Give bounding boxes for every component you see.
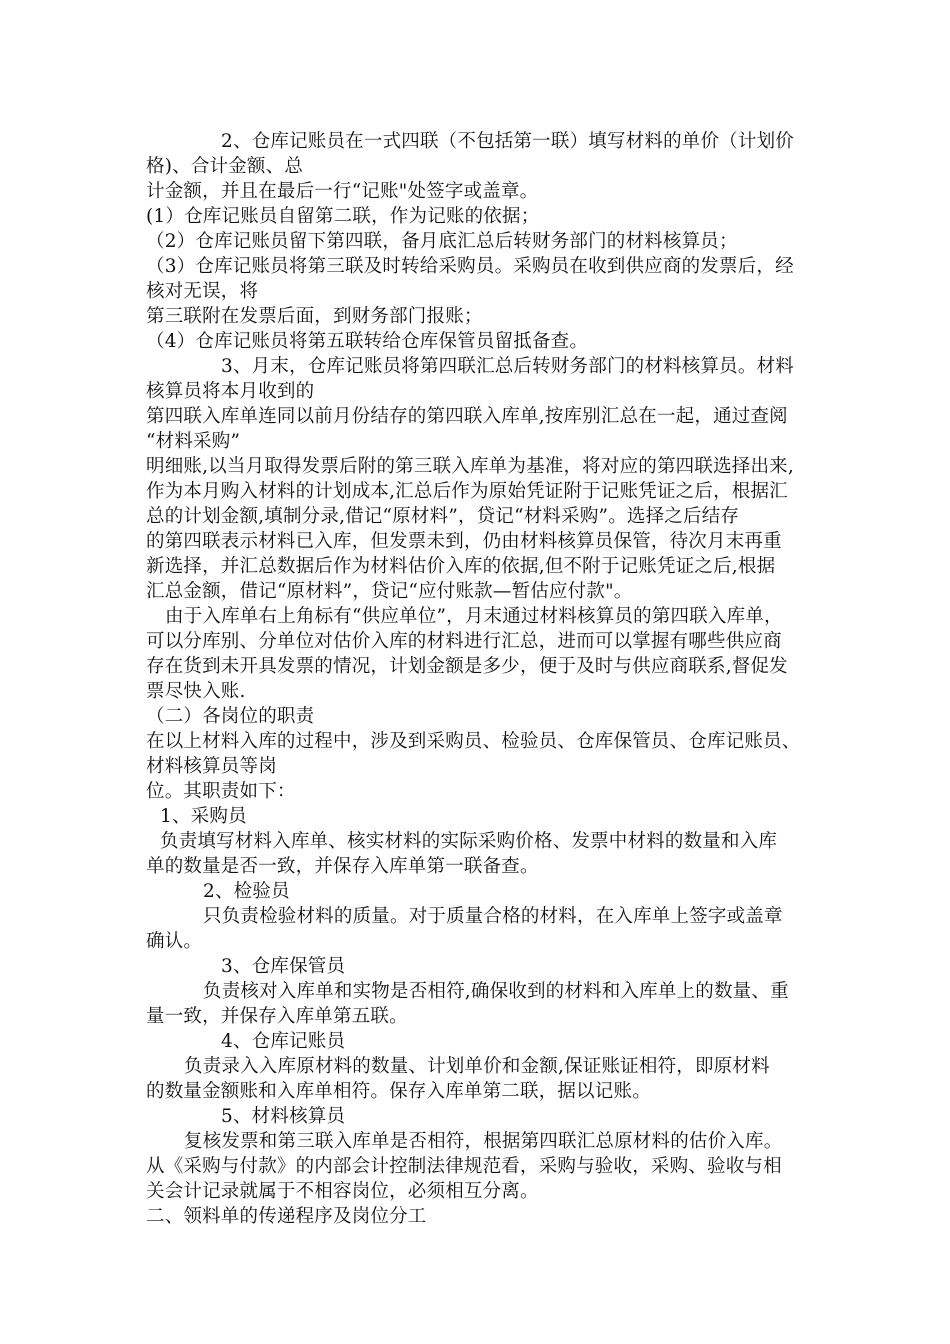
text-line: 明细账,以当月取得发票后附的第三联入库单为基准，将对应的第四联选择出来, xyxy=(146,456,794,477)
text-line: （2）仓库记账员留下第四联，备月底汇总后转财务部门的材料核算员； xyxy=(146,231,738,252)
text-line: 的数量金额账和入库单相符。保存入库单第二联，据以记账。 xyxy=(146,1081,651,1102)
text-line: 量一致，并保存入库单第五联。 xyxy=(146,1006,408,1027)
text-line: 关会计记录就属于不相容岗位，必须相互分离。 xyxy=(146,1181,539,1202)
text-line: “材料采购” xyxy=(146,431,241,452)
section-heading: 二、领料单的传递程序及岗位分工 xyxy=(146,1206,427,1227)
text-line: 确认。 xyxy=(146,931,203,952)
text-line: 格)、合计金额、总 xyxy=(146,156,304,177)
text-line: 负责核对入库单和实物是否相符,确保收到的材料和入库单上的数量、重 xyxy=(203,981,789,1002)
text-line: 由于入库单右上角标有“供应单位”，月末通过材料核算员的第四联入库单， xyxy=(165,606,783,627)
text-line: 复核发票和第三联入库单是否相符，根据第四联汇总原材料的估价入库。 xyxy=(184,1131,783,1152)
text-line: 在以上材料入库的过程中，涉及到采购员、检验员、仓库保管员、仓库记账员、 xyxy=(146,731,801,752)
text-line: 负责填写材料入库单、核实材料的实际采购价格、发票中材料的数量和入库 xyxy=(160,831,778,852)
text-line: 2、仓库记账员在一式四联（不包括第一联）填写材料的单价（计划价 xyxy=(221,131,794,152)
text-line: 单的数量是否一致，并保存入库单第一联备查。 xyxy=(146,856,539,877)
subheading: 1、采购员 xyxy=(160,806,247,827)
subheading: 3、仓库保管员 xyxy=(221,956,346,977)
text-line: 核对无误，将 xyxy=(146,281,259,302)
text-line: 作为本月购入材料的计划成本,汇总后作为原始凭证附于记账凭证之后，根据汇 xyxy=(146,481,788,502)
text-line: 第三联附在发票后面，到财务部门报账； xyxy=(146,306,483,327)
text-line: 位。其职责如下： xyxy=(146,781,296,802)
text-line: 只负责检验材料的质量。对于质量合格的材料，在入库单上签字或盖章 xyxy=(203,906,783,927)
text-line: 存在货到未开具发票的情况，计划金额是多少，便于及时与供应商联系,督促发 xyxy=(146,656,788,677)
section-heading: （二）各岗位的职责 xyxy=(146,706,315,727)
text-line: 负责录入入库原材料的数量、计划单价和金额,保证账证相符，即原材料 xyxy=(184,1056,770,1077)
text-line: 计金额，并且在最后一行“记账"处签字或盖章。 xyxy=(146,181,539,202)
text-line: 材料核算员等岗 xyxy=(146,756,277,777)
subheading: 5、材料核算员 xyxy=(221,1106,346,1127)
subheading: 2、检验员 xyxy=(203,881,290,902)
text-line: 可以分库别、分单位对估价入库的材料进行汇总，进而可以掌握有哪些供应商 xyxy=(146,631,782,652)
subheading: 4、仓库记账员 xyxy=(221,1031,346,1052)
text-line: 3、月末，仓库记账员将第四联汇总后转财务部门的材料核算员。材料 xyxy=(221,356,794,377)
text-line: 新选择，并汇总数据后作为材料估价入库的依据,但不附于记账凭证之后,根据 xyxy=(146,556,776,577)
text-line: 第四联入库单连同以前月份结存的第四联入库单,按库别汇总在一起，通过查阅 xyxy=(146,406,788,427)
text-line: 总的计划金额,填制分录,借记“原材料”，贷记“材料采购”。选择之后结存 xyxy=(146,506,740,527)
text-line: 从《采购与付款》的内部会计控制法律规范看，采购与验收，采购、验收与相 xyxy=(146,1156,782,1177)
text-line: (1）仓库记账员自留第二联，作为记账的依据； xyxy=(146,206,540,227)
text-line: （3）仓库记账员将第三联及时转给采购员。采购员在收到供应商的发票后，经 xyxy=(146,256,794,277)
text-line: （4）仓库记账员将第五联转给仓库保管员留抵备查。 xyxy=(146,331,589,352)
text-line: 汇总金额，借记“原材料”，贷记“应付账款—暂估应付款"。 xyxy=(146,581,633,602)
text-line: 票尽快入账. xyxy=(146,681,246,702)
text-line: 核算员将本月收到的 xyxy=(146,381,315,402)
text-line: 的第四联表示材料已入库，但发票未到，仍由材料核算员保管，待次月末再重 xyxy=(146,531,782,552)
